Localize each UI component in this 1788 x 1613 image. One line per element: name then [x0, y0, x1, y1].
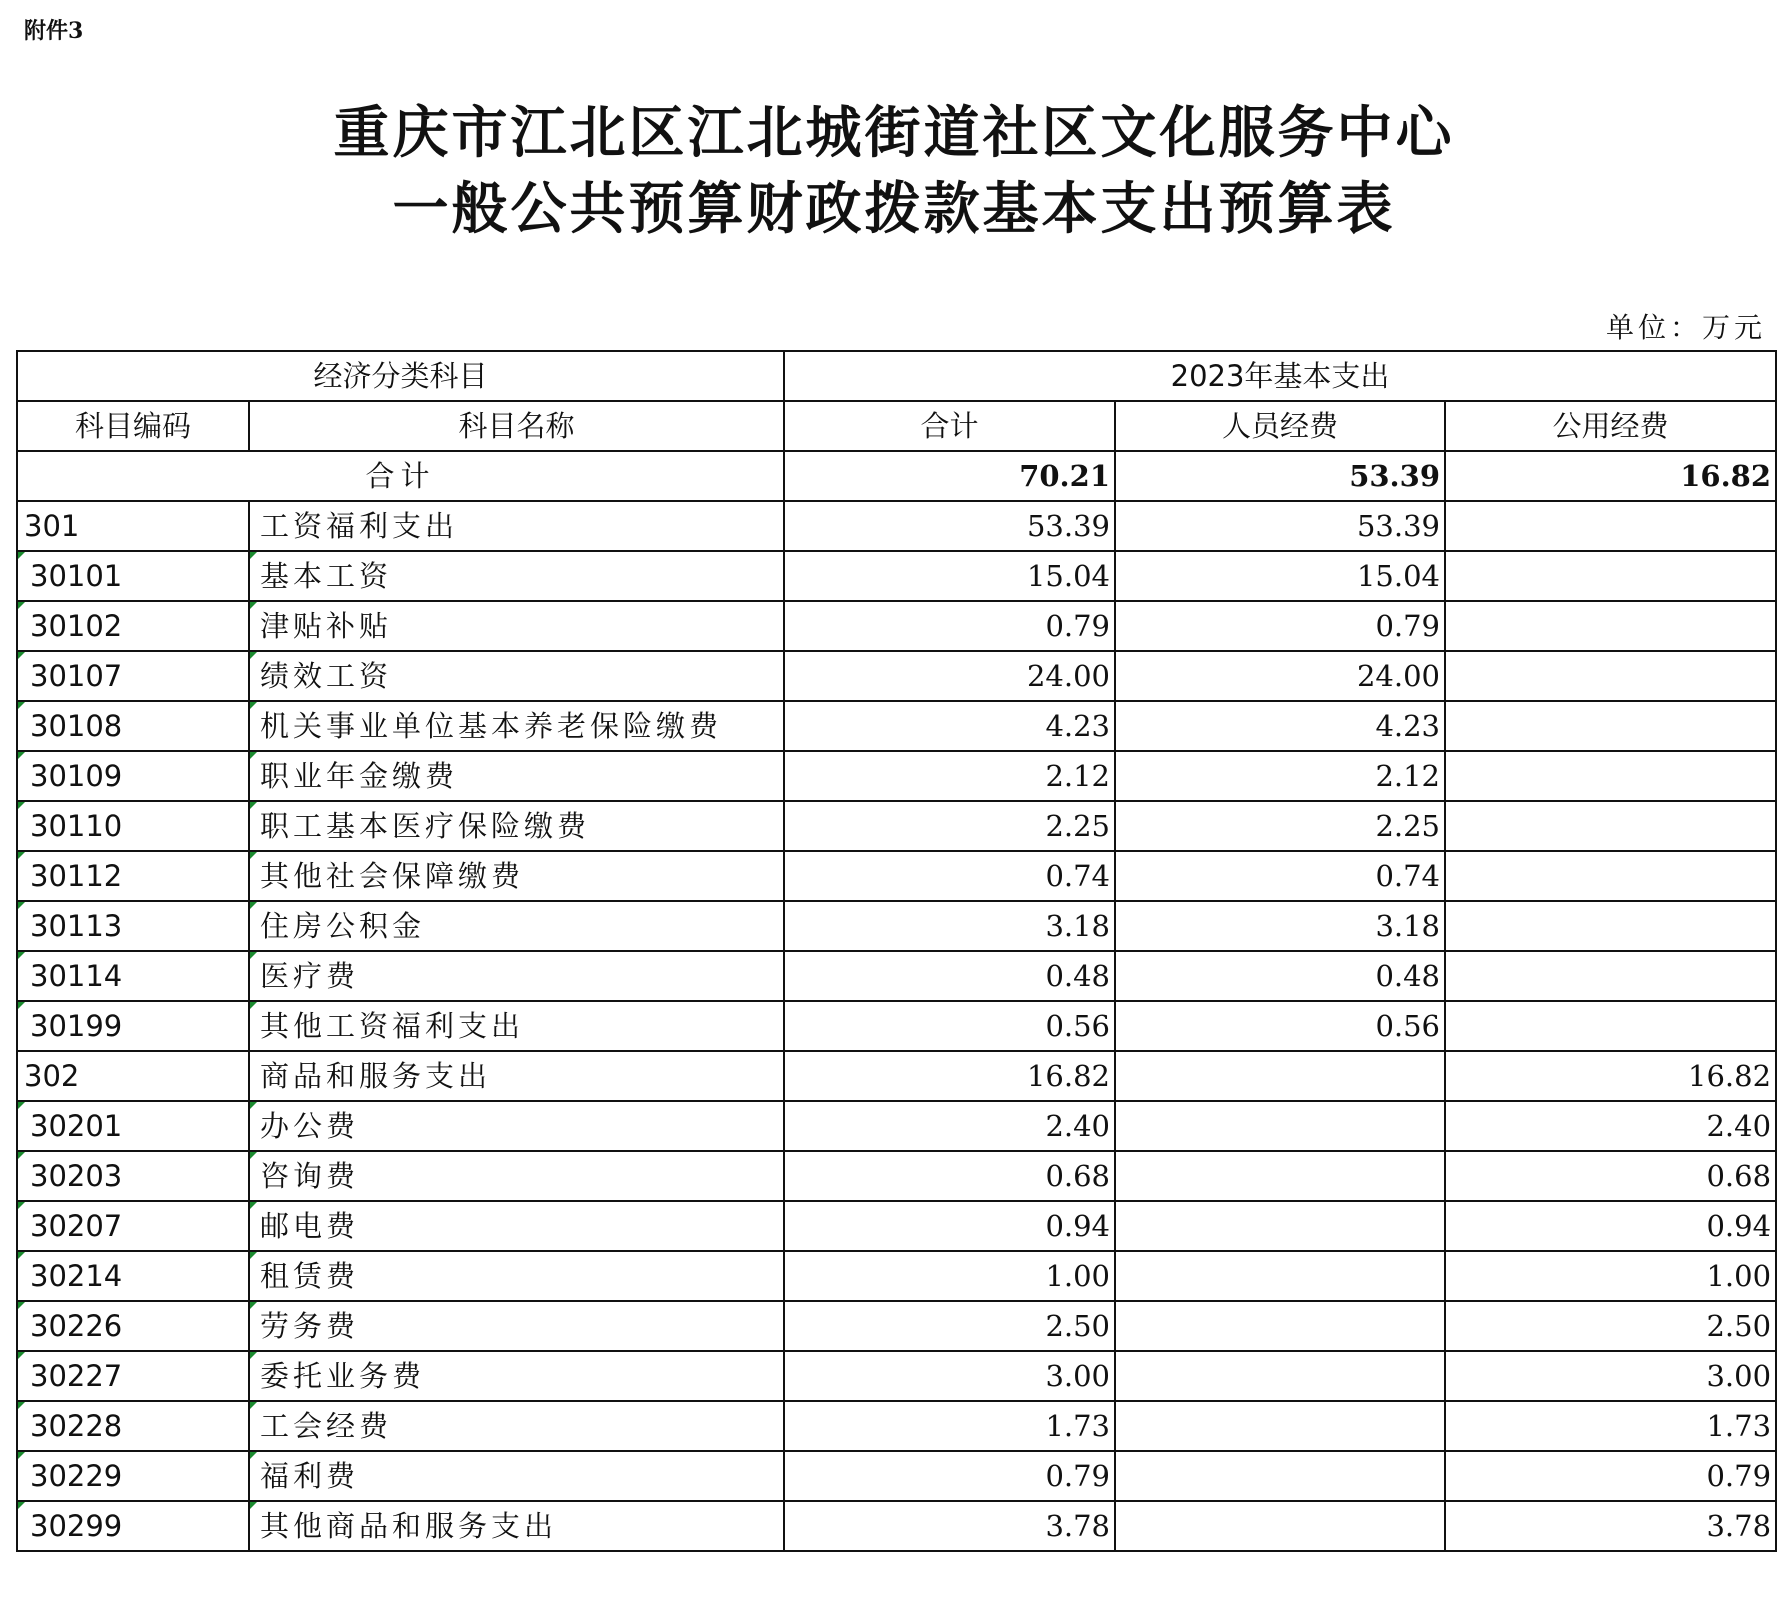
row-personnel: [1115, 1151, 1445, 1201]
header-total: 合计: [784, 401, 1115, 451]
row-name: 咨询费: [249, 1151, 784, 1201]
row-total: 0.79: [784, 601, 1115, 651]
row-name: 职业年金缴费: [249, 751, 784, 801]
row-total: 53.39: [784, 501, 1115, 551]
row-total: 2.50: [784, 1301, 1115, 1351]
row-personnel: [1115, 1351, 1445, 1401]
table-row: [17, 1201, 1776, 1251]
row-code: 30228: [17, 1401, 249, 1451]
row-public: 0.94: [1445, 1201, 1776, 1251]
row-code: 30229: [17, 1451, 249, 1501]
table-row: [17, 701, 1776, 751]
row-personnel: [1115, 1201, 1445, 1251]
row-code: 30226: [17, 1301, 249, 1351]
row-code: 30207: [17, 1201, 249, 1251]
row-total: 3.18: [784, 901, 1115, 951]
header-econ-class: 经济分类科目: [17, 351, 784, 401]
row-public: 3.78: [1445, 1501, 1776, 1551]
row-personnel: 53.39: [1115, 501, 1445, 551]
row-personnel: 0.74: [1115, 851, 1445, 901]
total-row-total: 70.21: [784, 451, 1115, 501]
row-name: 其他商品和服务支出: [249, 1501, 784, 1551]
row-personnel: 24.00: [1115, 651, 1445, 701]
table-row: [17, 1251, 1776, 1301]
table-row: [17, 801, 1776, 851]
table-row: [17, 1051, 1776, 1101]
total-row-label: 合计: [17, 451, 784, 501]
row-public: 1.73: [1445, 1401, 1776, 1451]
row-name: 其他社会保障缴费: [249, 851, 784, 901]
row-personnel: [1115, 1051, 1445, 1101]
total-row-personnel: 53.39: [1115, 451, 1445, 501]
row-personnel: [1115, 1101, 1445, 1151]
row-name: 其他工资福利支出: [249, 1001, 784, 1051]
header-row-2: [17, 401, 1776, 451]
table-row: [17, 1501, 1776, 1551]
row-personnel: 0.56: [1115, 1001, 1445, 1051]
row-code: 30203: [17, 1151, 249, 1201]
table-row: [17, 751, 1776, 801]
row-personnel: 4.23: [1115, 701, 1445, 751]
row-total: 0.56: [784, 1001, 1115, 1051]
page-title-line1: 重庆市江北区江北城街道社区文化服务中心: [333, 100, 1455, 166]
row-total: 2.25: [784, 801, 1115, 851]
header-code: 科目编码: [17, 401, 249, 451]
table-row: [17, 501, 1776, 551]
row-total: 0.79: [784, 1451, 1115, 1501]
row-code: 30227: [17, 1351, 249, 1401]
row-public: [1445, 701, 1776, 751]
row-public: [1445, 601, 1776, 651]
row-personnel: 0.48: [1115, 951, 1445, 1001]
row-name: 职工基本医疗保险缴费: [249, 801, 784, 851]
page-title-line2: 一般公共预算财政拨款基本支出预算表: [392, 176, 1396, 242]
row-public: 16.82: [1445, 1051, 1776, 1101]
header-public: 公用经费: [1445, 401, 1776, 451]
header-personnel: 人员经费: [1115, 401, 1445, 451]
row-total: 2.12: [784, 751, 1115, 801]
row-name: 医疗费: [249, 951, 784, 1001]
row-personnel: [1115, 1501, 1445, 1551]
budget-table: [16, 350, 1777, 1552]
row-code: 30107: [17, 651, 249, 701]
row-total: 0.48: [784, 951, 1115, 1001]
row-personnel: 15.04: [1115, 551, 1445, 601]
row-personnel: [1115, 1251, 1445, 1301]
row-personnel: 3.18: [1115, 901, 1445, 951]
row-code: 30113: [17, 901, 249, 951]
row-personnel: 0.79: [1115, 601, 1445, 651]
row-code: 30114: [17, 951, 249, 1001]
row-name: 绩效工资: [249, 651, 784, 701]
row-total: 16.82: [784, 1051, 1115, 1101]
row-name: 福利费: [249, 1451, 784, 1501]
table-row: [17, 1151, 1776, 1201]
row-total: 0.94: [784, 1201, 1115, 1251]
table-row: [17, 851, 1776, 901]
unit-label: 单位：万元: [1605, 311, 1766, 344]
row-total: 24.00: [784, 651, 1115, 701]
row-code: 30112: [17, 851, 249, 901]
table-row: [17, 1401, 1776, 1451]
table-row: [17, 551, 1776, 601]
row-public: 0.79: [1445, 1451, 1776, 1501]
table-row: [17, 1001, 1776, 1051]
row-public: 0.68: [1445, 1151, 1776, 1201]
row-total: 2.40: [784, 1101, 1115, 1151]
table-row: [17, 1301, 1776, 1351]
row-public: [1445, 951, 1776, 1001]
table-row: [17, 1451, 1776, 1501]
row-code: 301: [17, 501, 249, 551]
row-public: [1445, 751, 1776, 801]
table-row: [17, 1351, 1776, 1401]
row-code: 30109: [17, 751, 249, 801]
header-name: 科目名称: [249, 401, 784, 451]
row-public: 3.00: [1445, 1351, 1776, 1401]
row-name: 住房公积金: [249, 901, 784, 951]
table-row: [17, 901, 1776, 951]
attachment-label: 附件3: [24, 18, 84, 44]
row-public: [1445, 651, 1776, 701]
row-name: 工资福利支出: [249, 501, 784, 551]
budget-table-body: [17, 351, 1776, 1551]
row-code: 30201: [17, 1101, 249, 1151]
row-total: 4.23: [784, 701, 1115, 751]
row-code: 30299: [17, 1501, 249, 1551]
row-code: 30108: [17, 701, 249, 751]
table-row: [17, 601, 1776, 651]
row-code: 302: [17, 1051, 249, 1101]
row-total: 0.74: [784, 851, 1115, 901]
row-name: 邮电费: [249, 1201, 784, 1251]
row-total: 3.00: [784, 1351, 1115, 1401]
row-name: 办公费: [249, 1101, 784, 1151]
row-total: 1.73: [784, 1401, 1115, 1451]
row-public: [1445, 801, 1776, 851]
row-total: 15.04: [784, 551, 1115, 601]
row-name: 机关事业单位基本养老保险缴费: [249, 701, 784, 751]
row-total: 1.00: [784, 1251, 1115, 1301]
row-total: 0.68: [784, 1151, 1115, 1201]
row-name: 委托业务费: [249, 1351, 784, 1401]
row-personnel: 2.12: [1115, 751, 1445, 801]
row-personnel: [1115, 1451, 1445, 1501]
row-code: 30102: [17, 601, 249, 651]
row-public: 2.40: [1445, 1101, 1776, 1151]
row-public: [1445, 851, 1776, 901]
row-code: 30214: [17, 1251, 249, 1301]
row-name: 劳务费: [249, 1301, 784, 1351]
header-row-1: [17, 351, 1776, 401]
row-total: 3.78: [784, 1501, 1115, 1551]
row-name: 津贴补贴: [249, 601, 784, 651]
header-year-basic: 2023年基本支出: [784, 351, 1776, 401]
row-public: [1445, 901, 1776, 951]
row-code: 30199: [17, 1001, 249, 1051]
table-row: [17, 651, 1776, 701]
row-code: 30101: [17, 551, 249, 601]
row-public: 2.50: [1445, 1301, 1776, 1351]
row-public: [1445, 501, 1776, 551]
row-code: 30110: [17, 801, 249, 851]
table-row: [17, 1101, 1776, 1151]
row-public: [1445, 551, 1776, 601]
table-row: [17, 951, 1776, 1001]
row-name: 商品和服务支出: [249, 1051, 784, 1101]
row-personnel: [1115, 1301, 1445, 1351]
total-row: [17, 451, 1776, 501]
row-personnel: 2.25: [1115, 801, 1445, 851]
row-personnel: [1115, 1401, 1445, 1451]
total-row-public: 16.82: [1445, 451, 1776, 501]
row-name: 工会经费: [249, 1401, 784, 1451]
row-public: 1.00: [1445, 1251, 1776, 1301]
row-name: 租赁费: [249, 1251, 784, 1301]
row-public: [1445, 1001, 1776, 1051]
row-name: 基本工资: [249, 551, 784, 601]
